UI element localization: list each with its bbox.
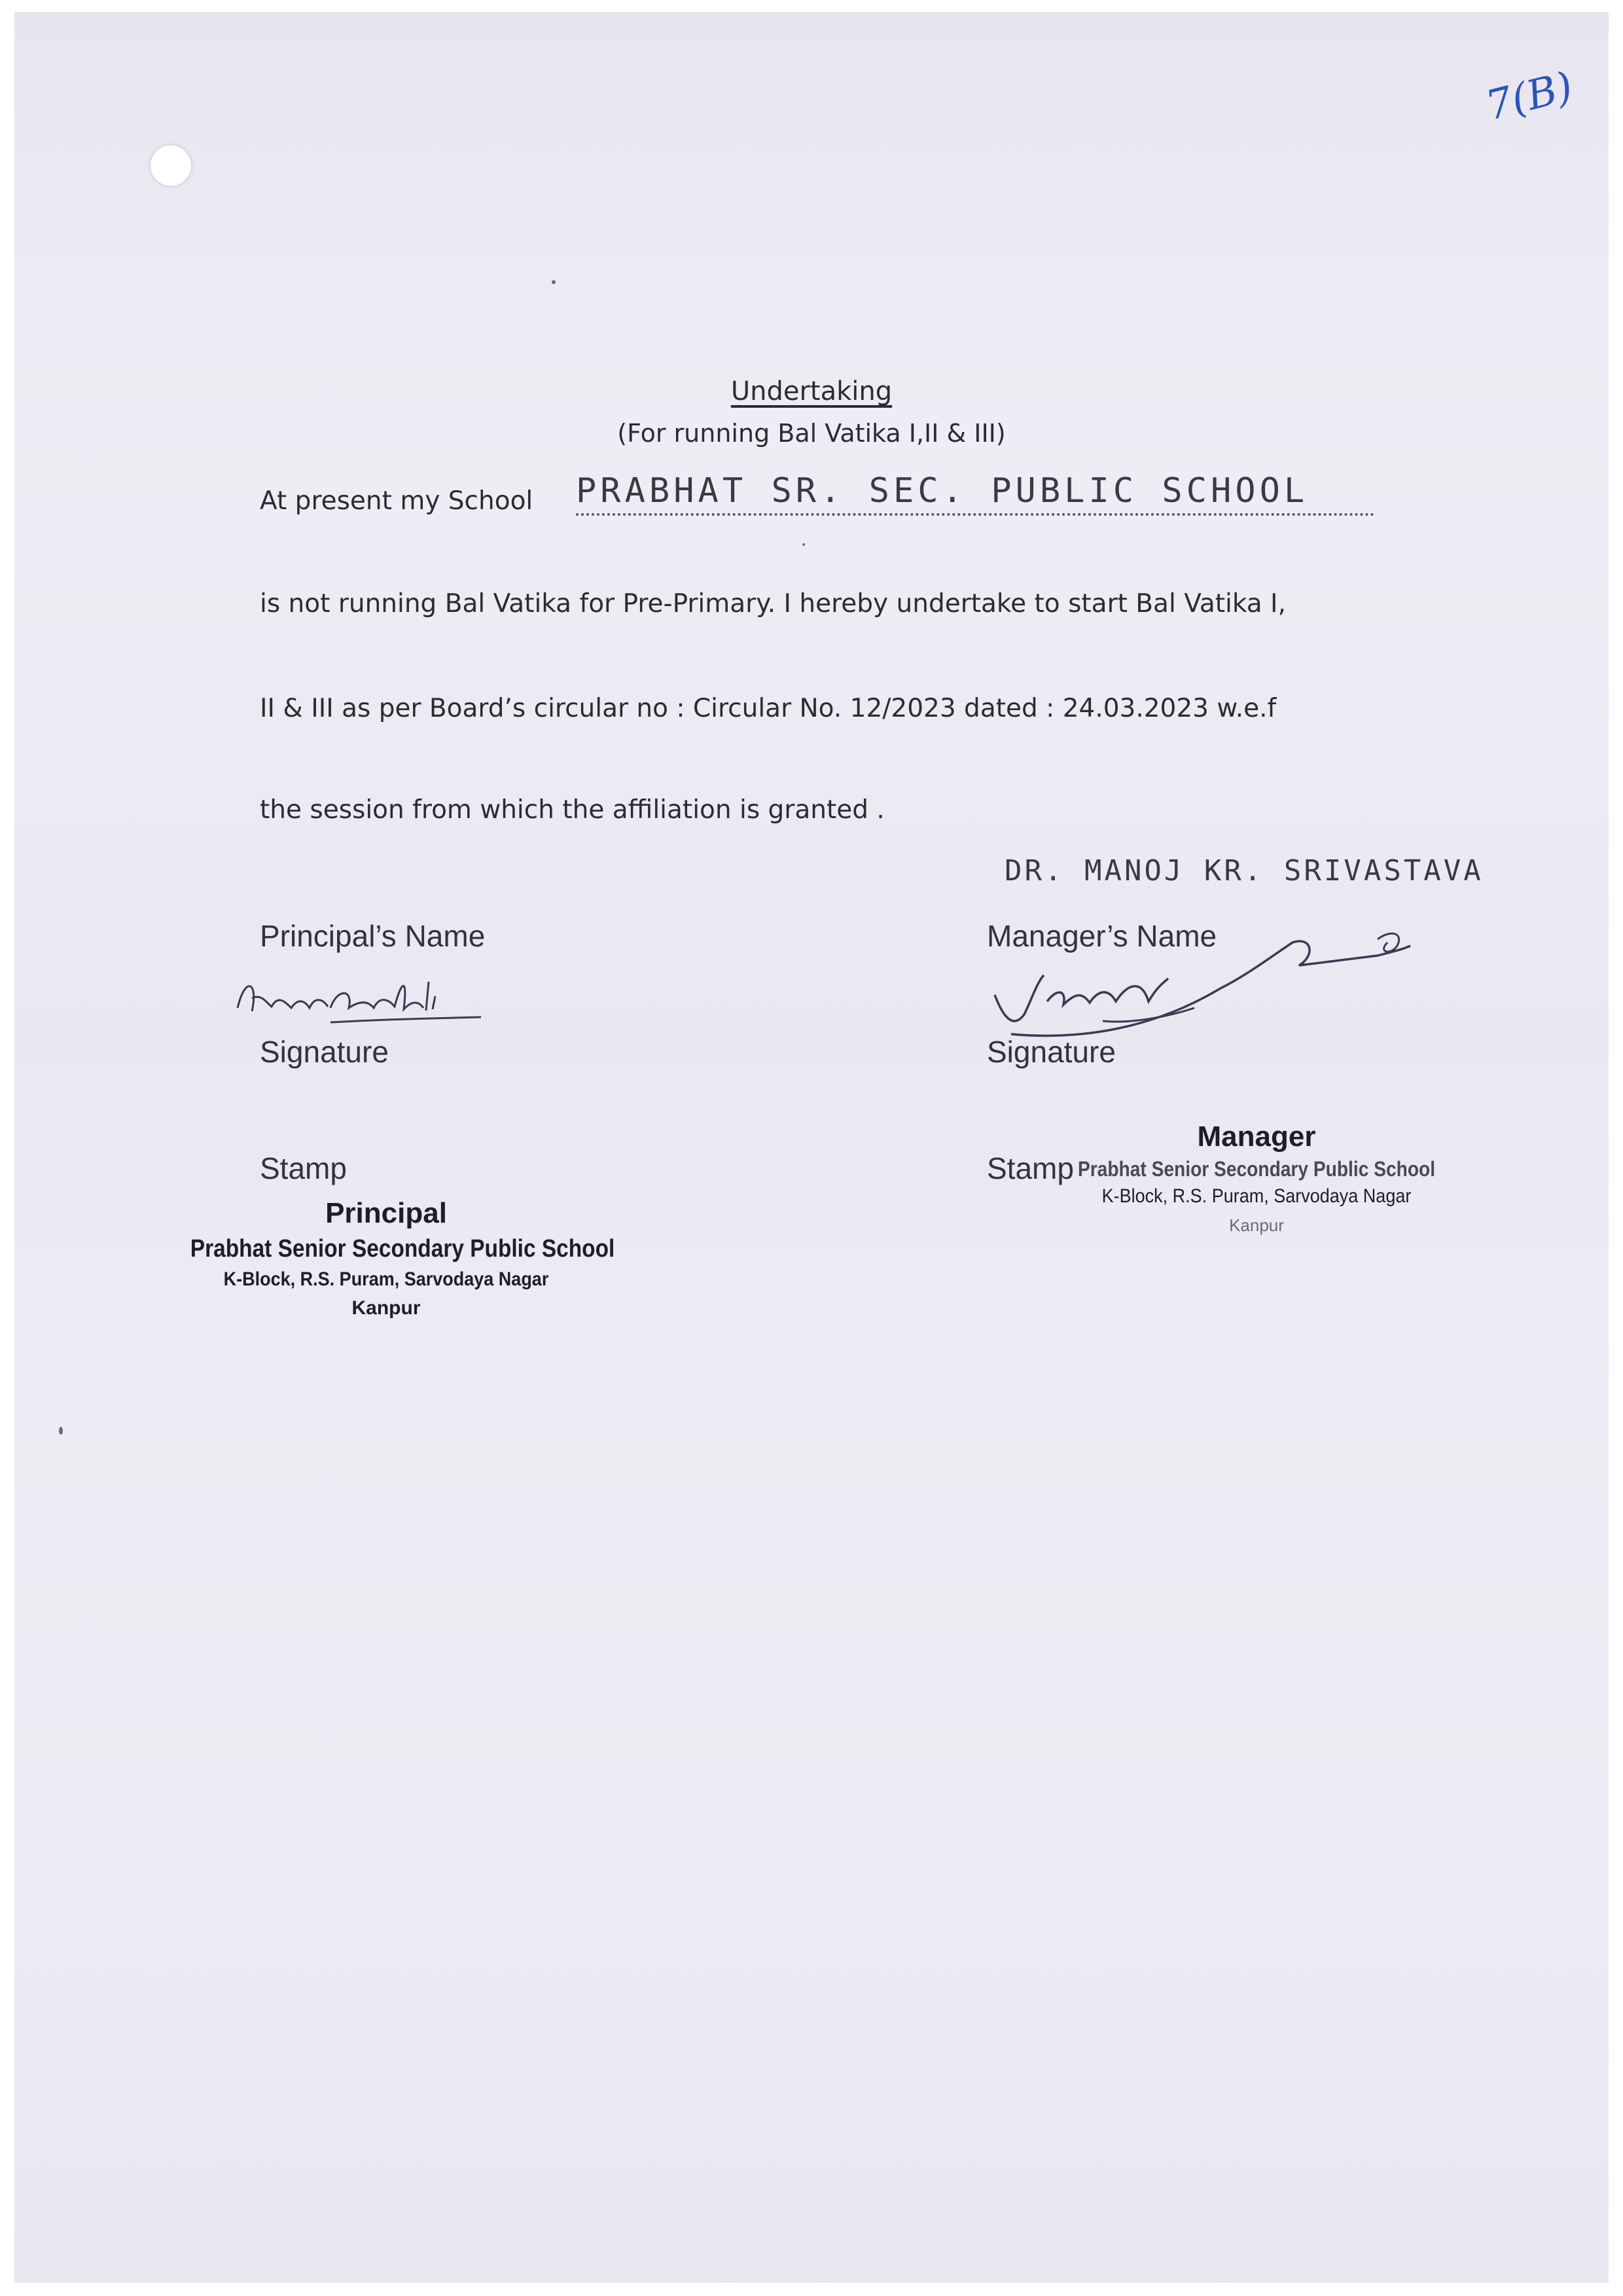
principal-stamp-label: Stamp: [260, 1151, 347, 1185]
manager-name-label: Manager’s Name: [987, 919, 1217, 953]
principal-signature: [232, 962, 494, 1034]
school-name-dotted-line: [576, 513, 1374, 516]
principal-stamp-school: Prabhat Senior Secondary Public School: [190, 1235, 615, 1263]
document-subtitle: (For running Bal Vatika I,II & III): [617, 419, 1006, 448]
scan-speck: [59, 1427, 63, 1435]
manager-stamp-address: K-Block, R.S. Puram, Sarvodaya Nagar: [1101, 1185, 1412, 1207]
manager-stamp-school: Prabhat Senior Secondary Public School: [1077, 1157, 1436, 1181]
manager-signature: [985, 916, 1456, 1054]
body-line-2: is not running Bal Vatika for Pre-Primary. I hereby undertake to start Bal Vatika I,: [260, 589, 1286, 619]
principal-stamp-city: Kanpur: [351, 1297, 421, 1319]
principal-stamp-address: K-Block, R.S. Puram, Sarvodaya Nagar: [223, 1268, 549, 1290]
manager-signature-label: Signature: [987, 1035, 1116, 1069]
principal-name-label: Principal’s Name: [260, 919, 486, 953]
school-name-handwritten: PRABHAT SR. SEC. PUBLIC SCHOOL: [576, 471, 1309, 511]
punch-hole: [151, 145, 191, 186]
scan-speck: [802, 543, 805, 546]
principal-stamp: [164, 1194, 615, 1323]
principal-stamp-title: Principal: [325, 1197, 447, 1229]
manager-stamp-title: Manager: [1197, 1121, 1316, 1153]
school-line-label: At present my School: [260, 486, 533, 516]
body-line-3: II & III as per Board’s circular no : Circular No. 12/2023 dated : 24.03.2023 w.e.f: [260, 694, 1277, 723]
body-line-4: the session from which the affiliation is granted .: [260, 795, 885, 825]
principal-signature-label: Signature: [260, 1035, 389, 1069]
page-number-mark: 7(B): [1481, 62, 1578, 130]
scan-speck: [552, 280, 556, 284]
manager-stamp-city: Kanpur: [1229, 1215, 1284, 1235]
manager-name-handwritten: DR. MANOJ KR. SRIVASTAVA: [1005, 854, 1484, 888]
manager-stamp-label: Stamp: [987, 1151, 1074, 1185]
manager-stamp: [1047, 1118, 1466, 1240]
document-title: Undertaking: [730, 376, 893, 406]
